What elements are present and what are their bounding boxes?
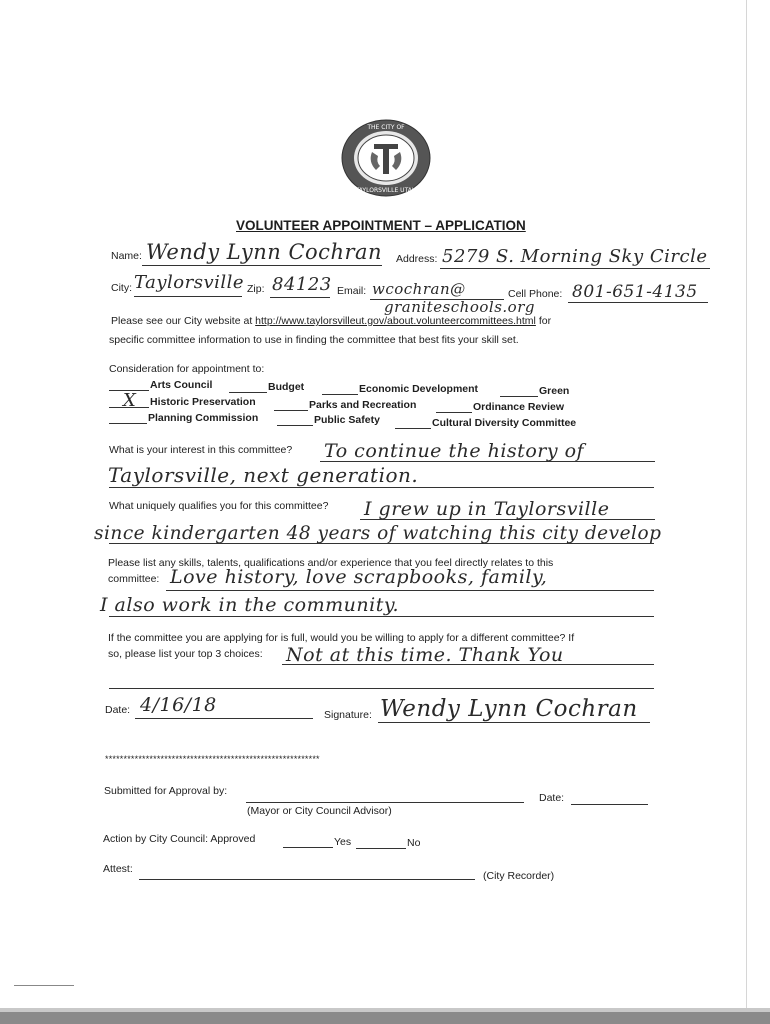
website-post: for (538, 315, 552, 327)
page-edge-bottom (0, 1012, 770, 1024)
name-line (142, 265, 382, 266)
interest-answer-1[interactable]: To continue the history of (324, 440, 585, 462)
interest-question: What is your interest in this committee? (109, 444, 293, 456)
date-value[interactable]: 4/16/18 (140, 694, 217, 716)
committee-blank[interactable] (274, 410, 308, 411)
city-label: City: (111, 282, 132, 294)
skills-line-2 (109, 616, 654, 617)
cell-phone-line (568, 302, 708, 303)
action-label: Action by City Council: Approved (103, 833, 256, 845)
signature-value[interactable]: Wendy Lynn Cochran (380, 696, 638, 722)
mayor-note: (Mayor or City Council Advisor) (247, 805, 392, 817)
website-text (111, 315, 551, 328)
address-label: Address: (396, 253, 438, 265)
date-label: Date: (105, 704, 131, 716)
cell-phone-value[interactable]: 801-651-4135 (572, 282, 698, 302)
address-line (440, 268, 710, 269)
no-line (356, 848, 406, 849)
attest-label: Attest: (103, 863, 133, 875)
qualifies-answer-2[interactable]: since kindergarten 48 years of watching this city develop (94, 523, 662, 544)
zip-label: Zip: (247, 283, 265, 295)
name-value[interactable]: Wendy Lynn Cochran (146, 240, 383, 264)
committee-label: Cultural Diversity Committee (432, 417, 577, 429)
full-question-2: so, please list your top 3 choices: (108, 648, 263, 660)
address-value[interactable]: 5279 S. Morning Sky Circle (442, 246, 708, 267)
committee-label: Budget (268, 381, 305, 393)
committee-label: Planning Commission (148, 412, 259, 424)
city-seal-logo (340, 118, 432, 198)
website-line2: specific committee information to use in finding the committee that best fits your skill set. (109, 334, 519, 346)
committee-label: Parks and Recreation (309, 399, 417, 411)
yes-line (283, 847, 333, 848)
city-value[interactable]: Taylorsville (134, 272, 245, 293)
zip-line (270, 297, 330, 298)
skills-answer-1[interactable]: Love history, love scrapbooks, family, (170, 566, 548, 588)
page-edge-right (746, 0, 747, 1024)
submitted-label: Submitted for Approval by: (104, 785, 228, 797)
svg-text:THE CITY OF: THE CITY OF (367, 124, 405, 131)
committee-blank[interactable] (436, 412, 472, 413)
yes-label: Yes (334, 836, 352, 848)
stars-divider: ********************************************************** (105, 754, 320, 764)
committee-label: Green (539, 385, 570, 397)
committee-blank[interactable] (109, 423, 147, 424)
email-value-1[interactable]: wcochran@ (372, 280, 466, 298)
interest-answer-2[interactable]: Taylorsville, next generation. (108, 463, 419, 487)
signature-line (378, 722, 650, 723)
submitted-line (246, 802, 524, 803)
committee-blank[interactable] (322, 394, 358, 395)
full-question-1: If the committee you are applying for is full, would you be willing to apply for a different committee? If (108, 632, 575, 644)
skills-answer-2[interactable]: I also work in the community. (100, 594, 400, 616)
form-title: VOLUNTEER APPOINTMENT – APPLICATION (236, 218, 526, 233)
committee-blank[interactable] (395, 428, 431, 429)
website-pre: Please see our City website at (111, 315, 253, 327)
zip-value[interactable]: 84123 (272, 274, 332, 295)
skills-line-1 (166, 590, 654, 591)
name-label: Name: (111, 250, 142, 262)
committee-label: Public Safety (314, 414, 380, 426)
skills-question-2: committee: (108, 573, 160, 585)
date2-line (571, 804, 648, 805)
qualifies-answer-1[interactable]: I grew up in Taylorsville (364, 498, 610, 520)
no-label: No (407, 837, 421, 849)
website-link[interactable]: http://www.taylorsvilleut.gov/about.volunteercommittees.html (255, 315, 536, 327)
recorder-note: (City Recorder) (483, 870, 555, 882)
skills-question-1: Please list any skills, talents, qualifications and/or experience that you feel directly relates to this (108, 557, 554, 569)
svg-text:TAYLORSVILLE UTAH: TAYLORSVILLE UTAH (355, 187, 417, 194)
full-line-2 (109, 688, 654, 689)
committee-label: Historic Preservation (150, 396, 256, 408)
date-line (135, 718, 313, 719)
committee-blank[interactable] (229, 392, 267, 393)
signature-label: Signature: (324, 709, 372, 721)
date2-label: Date: (539, 792, 565, 804)
email-label: Email: (337, 285, 367, 297)
committee-label: Arts Council (150, 379, 213, 391)
interest-line-2 (109, 487, 654, 488)
committee-label: Economic Development (359, 383, 479, 395)
consideration-label: Consideration for appointment to: (109, 363, 265, 375)
qualifies-question: What uniquely qualifies you for this committee? (109, 500, 329, 512)
full-answer[interactable]: Not at this time. Thank You (286, 644, 564, 666)
cell-phone-label: Cell Phone: (508, 288, 563, 300)
committee-blank[interactable] (277, 425, 313, 426)
page-mark (14, 985, 74, 986)
committee-blank[interactable] (500, 396, 538, 397)
committee-label: Ordinance Review (473, 401, 565, 413)
city-line (134, 296, 242, 297)
email-value-2[interactable]: graniteschools.org (384, 298, 535, 316)
committee-check-mark[interactable]: X (123, 390, 136, 411)
attest-line (139, 879, 475, 880)
